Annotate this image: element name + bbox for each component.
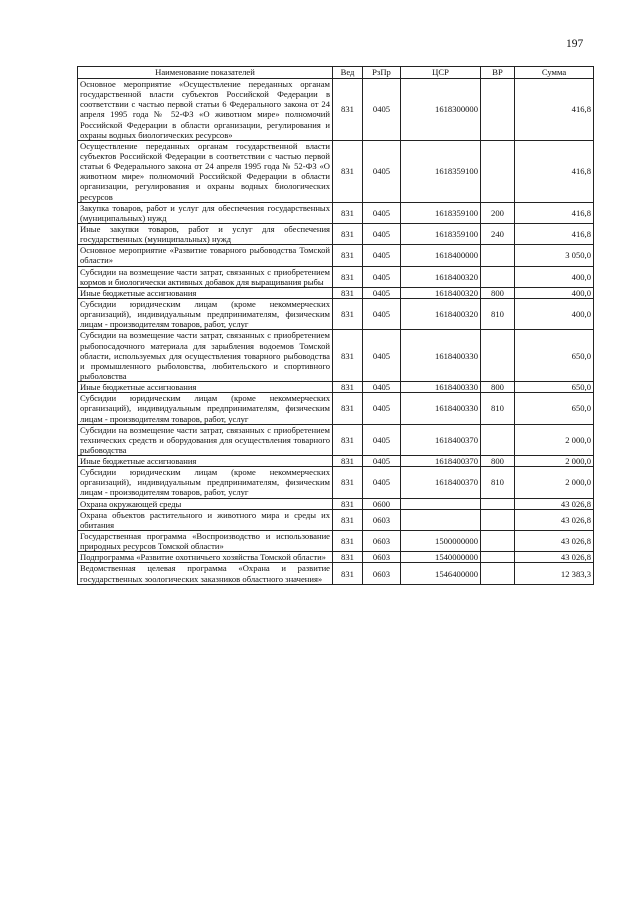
cell-ved: 831	[333, 266, 363, 287]
cell-ved: 831	[333, 563, 363, 584]
table-row	[78, 330, 594, 382]
cell-csr	[401, 498, 481, 509]
cell-rzpr: 0405	[363, 79, 401, 141]
cell-sum: 400,0	[515, 266, 594, 287]
cell-vr	[481, 266, 515, 287]
cell-name: Иные бюджетные ассигнования	[78, 456, 333, 467]
header-vr: ВР	[481, 67, 515, 79]
table-row	[78, 266, 594, 287]
cell-sum: 650,0	[515, 393, 594, 424]
cell-ved: 831	[333, 456, 363, 467]
cell-rzpr: 0405	[363, 223, 401, 244]
cell-vr	[481, 424, 515, 455]
header-name: Наименование показателей	[78, 67, 333, 79]
table-row	[78, 393, 594, 424]
cell-name: Субсидии на возмещение части затрат, связанных с приобретением рыбопосадочного материала для зарыбления водоемов Томской области, используемых для осуществления товарного рыбоводства и промышленного рыболовства, любительского и спортивного рыболовства	[78, 330, 333, 382]
cell-name: Субсидии юридическим лицам (кроме некоммерческих организаций), индивидуальным предпринимателям, физическим лицам - производителям товаров, работ, услуг	[78, 467, 333, 498]
cell-rzpr: 0603	[363, 531, 401, 552]
cell-sum: 43 026,8	[515, 498, 594, 509]
header-rzpr: РзПр	[363, 67, 401, 79]
cell-csr: 1618400320	[401, 266, 481, 287]
cell-csr: 1618400000	[401, 245, 481, 266]
table-row	[78, 298, 594, 329]
table-row	[78, 498, 594, 509]
budget-table	[77, 66, 594, 585]
cell-name: Основное мероприятие «Развитие товарного рыбоводства Томской области»	[78, 245, 333, 266]
cell-rzpr: 0405	[363, 140, 401, 202]
cell-vr: 810	[481, 298, 515, 329]
cell-vr	[481, 531, 515, 552]
cell-sum: 2 000,0	[515, 456, 594, 467]
table-row	[78, 531, 594, 552]
cell-rzpr: 0405	[363, 393, 401, 424]
cell-vr: 810	[481, 467, 515, 498]
cell-rzpr: 0405	[363, 467, 401, 498]
cell-name: Закупка товаров, работ и услуг для обеспечения государственных (муниципальных) нужд	[78, 202, 333, 223]
cell-vr: 800	[481, 456, 515, 467]
cell-csr: 1618300000	[401, 79, 481, 141]
cell-sum: 2 000,0	[515, 467, 594, 498]
cell-vr	[481, 563, 515, 584]
cell-ved: 831	[333, 393, 363, 424]
cell-vr: 200	[481, 202, 515, 223]
cell-sum: 416,8	[515, 202, 594, 223]
cell-csr	[401, 509, 481, 530]
cell-vr	[481, 79, 515, 141]
cell-csr: 1618400320	[401, 298, 481, 329]
cell-ved: 831	[333, 330, 363, 382]
cell-ved: 831	[333, 424, 363, 455]
cell-rzpr: 0405	[363, 266, 401, 287]
header-sum: Сумма	[515, 67, 594, 79]
table-row	[78, 563, 594, 584]
table-body	[78, 79, 594, 585]
cell-vr: 240	[481, 223, 515, 244]
cell-sum: 43 026,8	[515, 531, 594, 552]
table-row	[78, 287, 594, 298]
cell-csr: 1618400330	[401, 330, 481, 382]
cell-rzpr: 0405	[363, 298, 401, 329]
cell-ved: 831	[333, 531, 363, 552]
header-ved: Вед	[333, 67, 363, 79]
cell-ved: 831	[333, 382, 363, 393]
cell-vr: 810	[481, 393, 515, 424]
cell-ved: 831	[333, 140, 363, 202]
cell-vr	[481, 509, 515, 530]
cell-name: Субсидии на возмещение части затрат, связанных с приобретением кормов и биологически активных добавок для выращивания рыбы	[78, 266, 333, 287]
cell-vr	[481, 245, 515, 266]
cell-vr	[481, 330, 515, 382]
cell-name: Иные бюджетные ассигнования	[78, 382, 333, 393]
cell-name: Субсидии юридическим лицам (кроме некоммерческих организаций), индивидуальным предпринимателям, физическим лицам - производителям товаров, работ, услуг	[78, 298, 333, 329]
cell-vr: 800	[481, 382, 515, 393]
cell-rzpr: 0405	[363, 245, 401, 266]
cell-sum: 650,0	[515, 330, 594, 382]
table-row	[78, 509, 594, 530]
cell-ved: 831	[333, 202, 363, 223]
cell-name: Субсидии юридическим лицам (кроме некоммерческих организаций), индивидуальным предпринимателям, физическим лицам - производителям товаров, работ, услуг	[78, 393, 333, 424]
cell-ved: 831	[333, 498, 363, 509]
cell-ved: 831	[333, 552, 363, 563]
cell-csr: 1618400370	[401, 424, 481, 455]
cell-sum: 416,8	[515, 79, 594, 141]
cell-name: Государственная программа «Воспроизводство и использование природных ресурсов Томской области»	[78, 531, 333, 552]
cell-sum: 3 050,0	[515, 245, 594, 266]
cell-csr: 1618400370	[401, 467, 481, 498]
cell-vr	[481, 140, 515, 202]
cell-csr: 1500000000	[401, 531, 481, 552]
table-row	[78, 140, 594, 202]
cell-rzpr: 0405	[363, 287, 401, 298]
cell-vr: 800	[481, 287, 515, 298]
cell-sum: 12 383,3	[515, 563, 594, 584]
cell-vr	[481, 498, 515, 509]
cell-ved: 831	[333, 298, 363, 329]
table-row	[78, 79, 594, 141]
cell-name: Охрана окружающей среды	[78, 498, 333, 509]
table-row	[78, 202, 594, 223]
cell-rzpr: 0405	[363, 456, 401, 467]
header-csr: ЦСР	[401, 67, 481, 79]
table-row	[78, 467, 594, 498]
table-row	[78, 245, 594, 266]
cell-sum: 416,8	[515, 223, 594, 244]
page-number: 197	[566, 38, 584, 50]
table-row	[78, 223, 594, 244]
cell-ved: 831	[333, 287, 363, 298]
cell-vr	[481, 552, 515, 563]
cell-rzpr: 0405	[363, 382, 401, 393]
cell-csr: 1618359100	[401, 223, 481, 244]
cell-rzpr: 0405	[363, 202, 401, 223]
table-row	[78, 552, 594, 563]
cell-rzpr: 0603	[363, 563, 401, 584]
cell-name: Иные бюджетные ассигнования	[78, 287, 333, 298]
cell-ved: 831	[333, 245, 363, 266]
cell-csr: 1540000000	[401, 552, 481, 563]
cell-sum: 416,8	[515, 140, 594, 202]
cell-csr: 1618400370	[401, 456, 481, 467]
table-row	[78, 382, 594, 393]
cell-name: Осуществление переданных органам государственной власти субъектов Российской Федерации в соответствии с частью первой статьи 6 Федерального закона от 24 апреля 1995 года № 52-ФЗ «О животном мире» полномочий Российской Федерации в области организации, регулирования и охраны водных биологических ресурсов	[78, 140, 333, 202]
cell-csr: 1546400000	[401, 563, 481, 584]
table-row	[78, 456, 594, 467]
cell-csr: 1618400330	[401, 382, 481, 393]
cell-sum: 43 026,8	[515, 552, 594, 563]
cell-name: Основное мероприятие «Осуществление переданных органам государственной власти субъектов Российской Федерации в соответствии с частью первой статьи 6 Федерального закона от 24 апреля 1995 года № 52-ФЗ «О животном мире» полномочий Российской Федерации в области организации, регулирования и охраны водных биологических ресурсов»	[78, 79, 333, 141]
cell-name: Подпрограмма «Развитие охотничьего хозяйства Томской области»	[78, 552, 333, 563]
table-row	[78, 424, 594, 455]
cell-ved: 831	[333, 79, 363, 141]
cell-rzpr: 0405	[363, 330, 401, 382]
cell-csr: 1618400330	[401, 393, 481, 424]
cell-csr: 1618359100	[401, 202, 481, 223]
cell-name: Охрана объектов растительного и животного мира и среды их обитания	[78, 509, 333, 530]
cell-csr: 1618400320	[401, 287, 481, 298]
cell-rzpr: 0600	[363, 498, 401, 509]
cell-rzpr: 0405	[363, 424, 401, 455]
cell-sum: 43 026,8	[515, 509, 594, 530]
cell-sum: 400,0	[515, 287, 594, 298]
cell-sum: 2 000,0	[515, 424, 594, 455]
cell-csr: 1618359100	[401, 140, 481, 202]
cell-sum: 400,0	[515, 298, 594, 329]
table-header-row	[78, 67, 594, 79]
cell-ved: 831	[333, 223, 363, 244]
cell-rzpr: 0603	[363, 509, 401, 530]
cell-ved: 831	[333, 509, 363, 530]
cell-sum: 650,0	[515, 382, 594, 393]
cell-name: Иные закупки товаров, работ и услуг для обеспечения государственных (муниципальных) нужд	[78, 223, 333, 244]
cell-name: Ведомственная целевая программа «Охрана и развитие государственных зоологических заказников областного значения»	[78, 563, 333, 584]
cell-rzpr: 0603	[363, 552, 401, 563]
cell-name: Субсидии на возмещение части затрат, связанных с приобретением технических средств и оборудования для осуществления товарного рыбоводства	[78, 424, 333, 455]
cell-ved: 831	[333, 467, 363, 498]
